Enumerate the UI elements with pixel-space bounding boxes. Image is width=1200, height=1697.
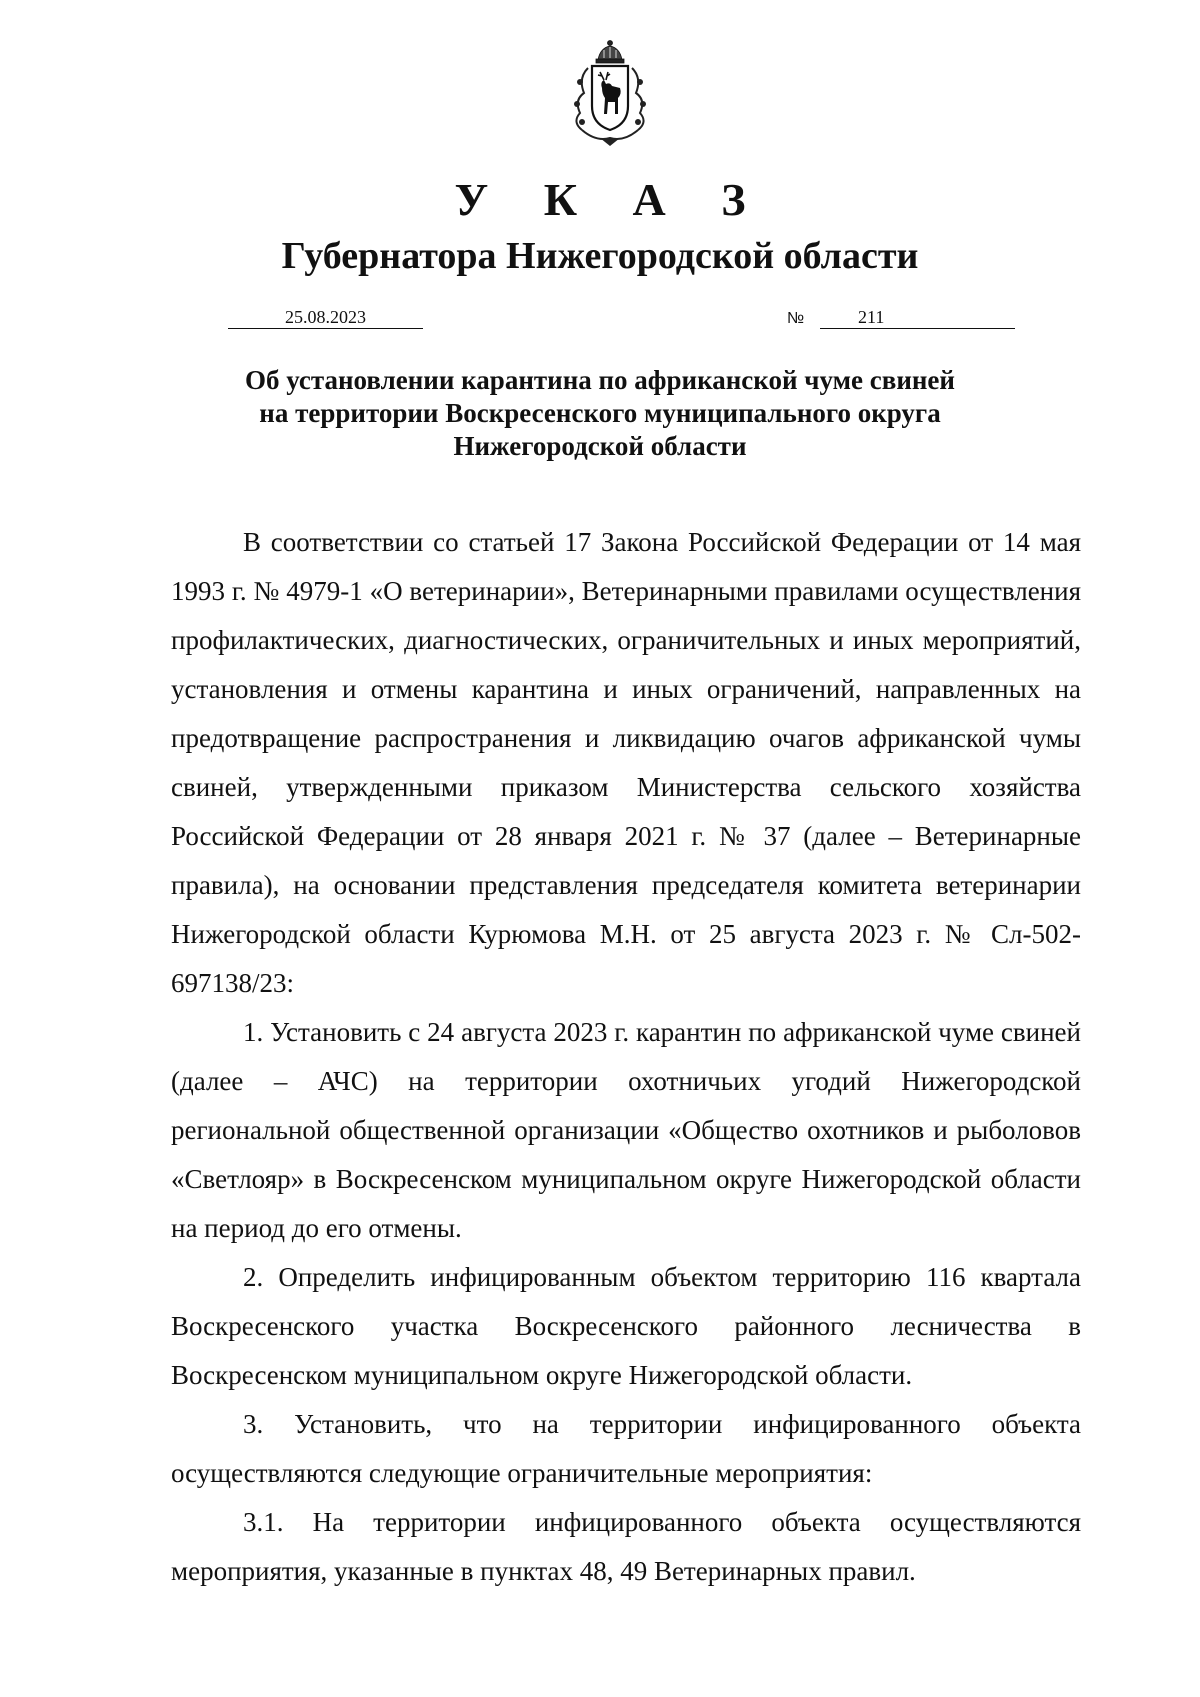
document-heading: [0, 364, 1200, 463]
document-body: [171, 518, 1081, 1596]
decree-number-field: [820, 306, 1015, 329]
heading-line: Об установлении карантина по африканской чуме свиней: [245, 365, 955, 395]
heading-line: на территории Воскресенского муниципального округа: [259, 398, 941, 428]
clause-2: 2. Определить инфицированным объектом территорию 116 квартала Воскресенского участка Воскресенского районного лесничества в Воскресенском муниципальном округе Нижегородской области.: [171, 1262, 1081, 1390]
decree-number: 211: [858, 307, 885, 327]
clause-1: 1. Установить с 24 августа 2023 г. карантин по африканской чуме свиней (далее – АЧС) на территории охотничьих угодий Нижегородской региональной общественной организации «Общество охотников и рыболовов «Светлояр» в Воскресенском муниципальном округе Нижегородской области на период до его отмены.: [171, 1017, 1081, 1243]
decree-subtitle: Губернатора Нижегородской области: [281, 235, 919, 277]
number-sign: №: [787, 310, 805, 327]
preamble-paragraph: В соответствии со статьей 17 Закона Российской Федерации от 14 мая 1993 г. № 4979-1 «О ветеринарии», Ветеринарными правилами осуществления профилактических, диагностических, ограничительных и иных мероприятий, установления и отмены карантина и иных ограничений, направленных на предотвращение распространения и ликвидацию очагов африканской чумы свиней, утвержденными приказом Министерства сельского хозяйства Российской Федерации от 28 января 2021 г. № 37 (далее – Ветеринарные правила), на основании представления председателя комитета ветеринарии Нижегородской области Курюмова М.Н. от 25 августа 2023 г. № Сл-502-697138/23:: [171, 527, 1081, 998]
decree-title: У К А З: [454, 174, 768, 225]
clause-3: 3. Установить, что на территории инфицированного объекта осуществляются следующие ограничительные мероприятия:: [171, 1409, 1081, 1488]
heading-line: Нижегородской области: [453, 431, 747, 461]
clause-3-1: 3.1. На территории инфицированного объекта осуществляются мероприятия, указанные в пунктах 48, 49 Ветеринарных правил.: [171, 1507, 1081, 1586]
nizhny-novgorod-coat-of-arms-icon: [560, 38, 660, 148]
decree-date: 25.08.2023: [228, 306, 423, 329]
